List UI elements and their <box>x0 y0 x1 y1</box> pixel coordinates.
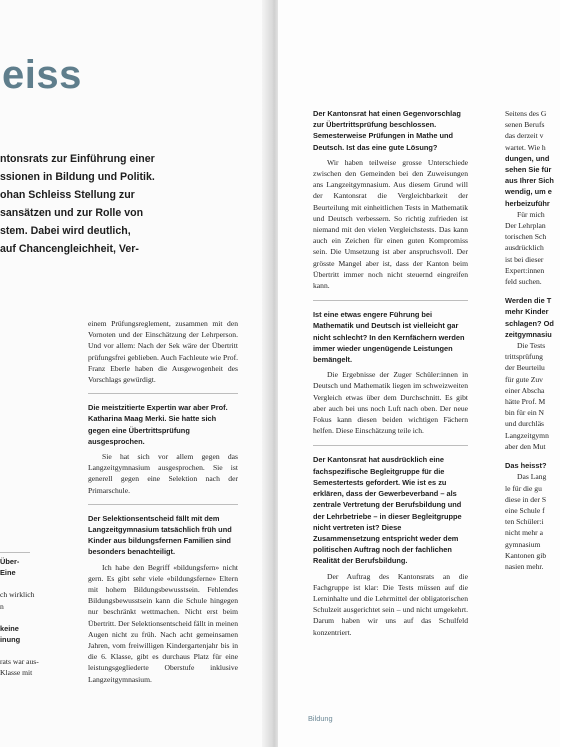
fragment-line: eine Schule f <box>505 505 545 515</box>
fragment-line: feld suchen. <box>505 277 542 287</box>
fragment-spacer <box>0 612 30 623</box>
column-divider <box>0 552 30 553</box>
question-divider <box>88 393 238 394</box>
right-page <box>278 0 560 747</box>
fragment-line: Das heisst? <box>505 461 547 471</box>
lead-line: ntonsrats zur Einführung einer <box>0 153 155 165</box>
fragment-line: torischen Sch <box>505 232 547 242</box>
fragment-line: und durchläs <box>505 419 545 429</box>
fragment-line: mehr Kinder <box>505 307 549 317</box>
fragment-line: hätte Prof. M <box>505 397 546 407</box>
fragment-line: gymnasium <box>505 539 541 549</box>
fragment-line: nasien mehr. <box>505 561 544 571</box>
fragment-line: Werden die T <box>505 296 552 306</box>
fragment-line: inung <box>0 635 21 645</box>
fragment-line: der Beurteilu <box>505 363 545 373</box>
fragment-line: Über- <box>0 557 20 566</box>
fragment-line: Expert:innen <box>505 265 545 275</box>
lead-line: sansätzen und zur Rolle von <box>0 207 144 219</box>
fragment-line: le für die gu <box>505 483 542 493</box>
lead-line: stem. Dabei wird deutlich, <box>0 225 131 237</box>
fragment-line: wendig, um e <box>505 187 552 197</box>
left-margin-column-fragment <box>0 552 39 679</box>
fragment-line: wartet. Wie h <box>505 142 546 152</box>
fragment-line: Der Lehrplan <box>505 221 546 231</box>
fragment-line: Kantonen gib <box>505 550 547 560</box>
fragment-line: nicht mehr a <box>505 528 543 538</box>
interview-question: Der Selektionsentscheid fällt mit dem Langzeitgymnasium tatsächlich früh und Kinder aus bildungsfernen Familien sind besonders benachteiligt. <box>88 513 232 557</box>
fragment-line: das derzeit v <box>505 131 544 141</box>
left-body-column <box>88 318 238 685</box>
fragment-line: n <box>0 601 4 611</box>
fragment-line: herbeizuführ <box>505 198 550 208</box>
fragment-line: dungen, und <box>505 153 550 163</box>
fragment-line: ausdrücklich <box>505 243 544 253</box>
body-paragraph: Der Auftrag des Kantonsrats an die Fachgruppe ist klar: Die Tests müssen auf die Lerninhalte und die Lehrmittel der obligatorischen Schulzeit ausgerichtet sein – und nicht umgekehrt. Darum haben wir uns auf das Schulfeld konzentriert. <box>313 571 468 637</box>
body-paragraph: Die Ergebnisse der Zuger Schüler:innen in Deutsch und Mathematik liegen im schweizweiten Vergleich etwas über dem Durchschnitt. Es gibt aber auch bei uns noch Luft nach oben. Der neue Fokus kann diesen beiden wichtigen Fächern helfen. Diese Einschätzung teile ich. <box>313 370 468 436</box>
fragment-line: zeitgymnasiu <box>505 329 552 339</box>
fragment-line: aber den Mut <box>505 441 546 451</box>
interview-question: Ist eine etwas engere Führung bei Mathematik und Deutsch ist vielleicht gar nicht schlecht? In den Kernfächern werden immer wieder ungenügende Leistungen bemängelt. <box>313 310 465 365</box>
fragment-line: einer Abscha <box>505 385 545 395</box>
page-footer-section-label: Bildung <box>308 714 333 723</box>
interview-question: Der Kantonsrat hat ausdrücklich eine fachspezifische Begleitgruppe für die Semestertests gefordert. Wie ist es zu erklären, dass der Gewerbeverband – als zentrale Vertretung der Berufsbildung und der Lehrbetriebe – in dieser Begleitgruppe nicht vertreten ist? Diese Zusammensetzung entspricht weder dem politischen Auftrag noch der fachlichen Realität der Berufsbildung. <box>313 455 462 566</box>
fragment-line: ch wirklich <box>0 590 35 600</box>
fragment-spacer <box>505 287 565 295</box>
article-title-fragment: eiss <box>2 53 82 97</box>
fragment-line: rats war aus- <box>0 657 39 667</box>
fragment-line: schlagen? Od <box>505 318 554 328</box>
fragment-spacer <box>505 452 565 460</box>
lead-paragraph <box>0 150 190 258</box>
fragment-line: ten Schüler:i <box>505 517 544 527</box>
interview-question: Der Kantonsrat hat einen Gegenvorschlag zur Übertrittsprüfung beschlossen. Semesterweise Prüfungen in Mathe und Deutsch. Ist das eine gute Lösung? <box>313 109 461 152</box>
body-paragraph: Wir haben teilweise grosse Unterschiede zwischen den Gemeinden bei den Zuweisungen ans Langzeitgymnasium. Aus diesem Grund will der Kantonsrat die Vergleichbarkeit der Beurteilung mit einheitlichen Tests in Mathematik und Deutsch verbessern. So richtig zufrieden ist niemand mit den vielen Vergleichstests. Das kann auch ein Zeichen für einen guten Kompromiss sein. Die Umsetzung ist aber anspruchsvoll. Der grösste Mangel aber ist, dass der Kanton beim Übertritt immer noch nicht steuernd eingreifen kann. <box>313 157 468 291</box>
fragment-line: keine <box>0 623 19 633</box>
fragment-spacer <box>0 645 30 656</box>
fragment-line: trittsprüfung <box>505 352 543 362</box>
body-paragraph: Ich habe den Begriff «bildungsfern» nicht gern. Es gibt sehr viele «bildungsferne» Eltern mit hohem Bildungsbewusstsein. Fehlendes Bildungsbewusstsein kann die Schule hingegen nur beschränkt wettmachen. Nicht erst beim Übertritt. Der Selektionsentscheid fällt in meinen Augen nicht zu früh. Nach acht gemeinsamen Jahren, vom freiwilligen Kindergartenjahr bis in die 6. Klasse, gibt es durchaus Platz für eine leistungsgegliederte Oberstufe inklusive Langzeitgymnasium. <box>88 562 238 684</box>
lead-line: ssionen in Bildung und Politik. <box>0 171 155 183</box>
left-page <box>0 0 270 747</box>
fragment-line: Seitens des G <box>505 109 547 118</box>
fragment-line: aus Ihrer Sich <box>505 176 554 186</box>
fragment-line: bin für ein N <box>505 408 545 418</box>
right-body-column <box>313 108 468 638</box>
fragment-line: Das Lang <box>517 472 547 482</box>
fragment-line: sehen Sie für <box>505 165 552 175</box>
question-divider <box>313 445 468 446</box>
fragment-line: Die Tests <box>517 341 546 351</box>
fragment-line: für gute Zuv <box>505 374 543 384</box>
fragment-line: Für mich <box>517 209 545 219</box>
body-paragraph: einem Prüfungsreglement, zusammen mit den Vornoten und der Einschätzung der Lehrperson. Und vor allem: Nach der Sek wäre der Übertritt prüfungsfrei geblieben. Auch Fachleute wie Prof. Franz Eberle haben die Ausgewogenheit des Vorschlags gewürdigt. <box>88 319 238 385</box>
fragment-line: Klasse mit <box>0 668 33 678</box>
fragment-line: Langzeitgymn <box>505 430 549 440</box>
fragment-line: diese in der S <box>505 494 547 504</box>
fragment-line: Eine <box>0 568 16 578</box>
right-edge-column-fragment <box>505 108 565 572</box>
fragment-spacer <box>0 578 30 589</box>
question-divider <box>313 300 468 301</box>
fragment-line: senen Berufs <box>505 120 545 130</box>
body-paragraph: Sie hat sich vor allem gegen das Langzeitgymnasium ausgesprochen. Sie ist generell gegen eine Selektion nach der Primarschule. <box>88 452 238 495</box>
fragment-line: ist bei dieser <box>505 254 544 264</box>
lead-line: ohan Schleiss Stellung zur <box>0 189 135 201</box>
question-divider <box>88 504 238 505</box>
interview-question: Die meistzitierte Expertin war aber Prof. Katharina Maag Merki. Sie hatte sich gegen eine Übertrittsprüfung ausgesprochen. <box>88 403 228 446</box>
lead-line: auf Chancengleichheit, Ver- <box>0 243 139 255</box>
